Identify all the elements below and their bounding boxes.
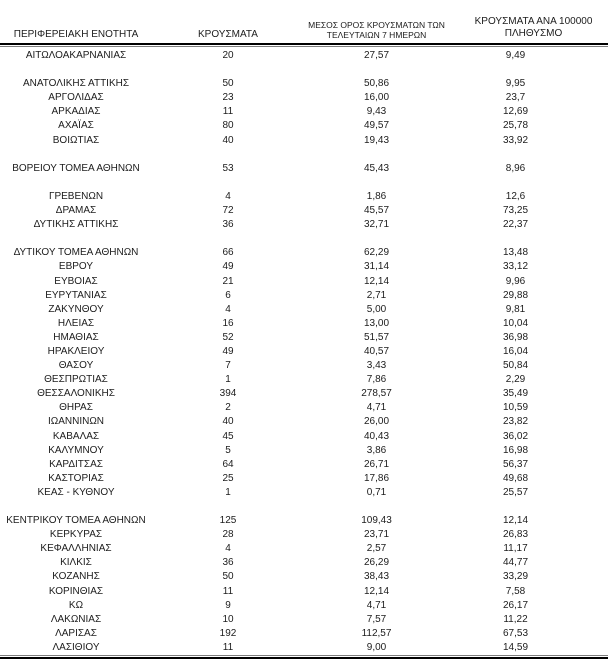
avg-7day-cell: 12,14 [363,585,390,597]
regional-unit-cell: ΙΩΑΝΝΙΝΩΝ [47,416,105,428]
regional-unit-cell: ΑΧΑΪΑΣ [58,120,94,132]
per-100000-cell: 12,69 [502,106,529,118]
cases-cell: 52 [222,331,234,343]
regional-unit-cell: ΘΗΡΑΣ [59,402,93,414]
column-header-7day-average [304,20,449,43]
cases-cell: 50 [222,78,234,90]
table-row [0,260,608,274]
regional-unit-cell: ΑΙΤΩΛΟΑΚΑΡΝΑΝΙΑΣ [25,50,127,61]
table-row [0,105,608,119]
regional-unit-cell: ΔΥΤΙΚΟΥ ΤΟΜΕΑ ΑΘΗΝΩΝ [13,247,139,259]
cases-cell: 80 [222,120,234,132]
per-100000-cell: 11,22 [503,613,528,625]
cases-cell: 10 [222,613,234,625]
regional-unit-cell: ΗΜΑΘΙΑΣ [53,331,99,343]
cases-cell: 4 [225,303,231,315]
column-header-label: ΚΡΟΥΣΜΑΤΑ [198,28,258,40]
regional-unit-cell: ΑΝΑΤΟΛΙΚΗΣ ΑΤΤΙΚΗΣ [22,78,130,90]
per-100000-cell: 2,29 [505,374,526,386]
column-header-cases-per-100000 [454,16,608,43]
column-header-label-line2: ΠΛΗΘΥΣΜΟ [504,28,563,39]
cases-cell: 40 [222,134,234,146]
per-100000-cell: 49,68 [502,472,529,484]
avg-7day-cell: 26,00 [363,416,390,428]
cases-cell: 1 [225,374,231,386]
row-group [0,190,608,232]
avg-7day-cell: 0,71 [366,486,387,498]
cases-cell: 45 [222,430,234,442]
table-row [0,289,608,303]
regional-unit-cell: ΚΙΛΚΙΣ [60,557,92,569]
avg-7day-cell: 16,00 [363,92,390,104]
cases-cell: 4 [225,190,231,202]
per-100000-cell: 11,17 [503,543,528,555]
regional-unit-cell: ΚΑΒΑΛΑΣ [52,430,100,442]
regional-unit-cell: ΛΑΚΩΝΙΑΣ [50,613,102,625]
regional-unit-cell: ΑΡΚΑΔΙΑΣ [51,106,101,118]
table-row [0,303,608,317]
per-100000-cell: 14,59 [502,641,529,653]
per-100000-cell: 16,98 [502,444,529,456]
cases-cell: 6 [225,289,231,301]
regional-unit-cell: ΚΕΡΚΥΡΑΣ [49,529,103,541]
cases-cell: 50 [222,571,234,583]
table-row [0,458,608,472]
avg-7day-cell: 2,57 [366,543,387,555]
cases-cell: 1 [225,486,231,498]
table-row [0,275,608,289]
avg-7day-cell: 4,71 [366,599,387,611]
regional-unit-cell: ΛΑΡΙΣΑΣ [55,627,97,639]
cases-cell: 66 [222,247,234,259]
avg-7day-cell: 49,57 [363,120,390,132]
table-row [0,415,608,429]
row-group [0,514,608,655]
table-bottom-rule [0,655,608,659]
per-100000-cell: 33,12 [502,261,529,273]
avg-7day-cell: 51,57 [363,331,390,343]
cases-cell: 23 [222,92,234,104]
table-row [0,486,608,500]
table-row [0,430,608,444]
per-100000-cell: 44,77 [502,557,529,569]
table-row [0,77,608,91]
avg-7day-cell: 5,00 [366,303,387,315]
regional-unit-cell: ΚΑΣΤΟΡΙΑΣ [48,472,104,484]
cases-cell: 7 [225,360,231,372]
per-100000-cell: 56,37 [502,458,529,470]
row-group [0,77,608,147]
column-header-regional-unit [0,29,152,44]
cases-cell: 53 [222,162,234,174]
cases-cell: 5 [225,444,231,456]
cases-cell: 192 [219,627,237,639]
regional-unit-cell: ΗΡΑΚΛΕΙΟΥ [47,345,105,357]
regional-unit-cell: ΗΛΕΙΑΣ [57,317,95,329]
per-100000-cell: 8,96 [505,162,526,174]
avg-7day-cell: 26,71 [363,458,390,470]
regional-unit-cell: ΒΟΙΩΤΙΑΣ [52,134,100,146]
per-100000-cell: 35,49 [502,388,529,400]
per-100000-cell: 26,83 [502,529,529,541]
avg-7day-cell: 32,71 [363,219,390,231]
cases-cell: 11 [222,641,234,653]
avg-7day-cell: 40,57 [363,345,390,357]
avg-7day-cell: 9,43 [366,106,387,118]
avg-7day-cell: 31,14 [363,261,390,273]
table-row [0,556,608,570]
regional-unit-cell: ΔΥΤΙΚΗΣ ΑΤΤΙΚΗΣ [33,219,119,231]
per-100000-cell: 10,04 [502,317,529,329]
per-100000-cell: 13,48 [502,247,529,259]
avg-7day-cell: 2,71 [366,289,387,301]
avg-7day-cell: 45,57 [363,205,390,217]
regional-unit-cell: ΕΒΡΟΥ [58,261,94,273]
per-100000-cell: 36,02 [502,430,529,442]
cases-cell: 25 [222,472,234,484]
cases-cell: 36 [222,219,234,231]
column-header-label-line2: ΤΕΛΕΥΤΑΙΩΝ 7 ΗΜΕΡΩΝ [326,30,427,40]
table-row [0,613,608,627]
per-100000-cell: 67,53 [502,627,529,639]
cases-cell: 4 [225,543,231,555]
per-100000-cell: 26,17 [502,599,529,611]
avg-7day-cell: 27,57 [363,50,390,61]
regional-unit-cell: ΚΑΡΔΙΤΣΑΣ [49,458,103,470]
per-100000-cell: 23,7 [505,92,526,104]
avg-7day-cell: 109,43 [361,515,392,527]
per-100000-cell: 23,82 [502,416,529,428]
cases-cell: 49 [222,261,234,273]
cases-cell: 49 [222,345,234,357]
avg-7day-cell: 3,86 [366,444,387,456]
table-row [0,246,608,260]
avg-7day-cell: 7,57 [366,613,387,625]
table-row [0,204,608,218]
row-group [0,246,608,500]
table-row [0,218,608,232]
cases-cell: 72 [222,205,234,217]
per-100000-cell: 22,37 [502,219,529,231]
table-row [0,162,608,176]
avg-7day-cell: 50,86 [363,78,390,90]
avg-7day-cell: 7,86 [366,374,387,386]
avg-7day-cell: 112,57 [361,627,392,639]
table-row [0,91,608,105]
regional-unit-cell: ΚΕΦΑΛΛΗΝΙΑΣ [40,543,112,555]
per-100000-cell: 25,57 [502,486,529,498]
avg-7day-cell: 1,86 [366,190,387,202]
per-100000-cell: 10,59 [502,402,529,414]
per-100000-cell: 73,25 [502,205,529,217]
cases-cell: 40 [222,416,234,428]
avg-7day-cell: 17,86 [363,472,390,484]
cases-cell: 20 [222,50,234,61]
avg-7day-cell: 23,71 [363,529,390,541]
avg-7day-cell: 19,43 [363,134,390,146]
per-100000-cell: 9,49 [505,50,526,61]
regional-unit-cell: ΘΕΣΠΡΩΤΙΑΣ [44,374,108,386]
table-row [0,331,608,345]
table-row [0,585,608,599]
cases-cell: 21 [222,275,234,287]
per-100000-cell: 9,81 [505,303,526,315]
regional-unit-cell: ΘΕΣΣΑΛΟΝΙΚΗΣ [37,388,115,400]
cases-cell: 16 [222,317,234,329]
regional-unit-cell: ΛΑΣΙΘΙΟΥ [52,641,100,653]
avg-7day-cell: 278,57 [361,388,392,400]
column-header-label: ΠΕΡΙΦΕΡΕΙΑΚΗ ΕΝΟΤΗΤΑ [13,28,139,40]
column-header-label-line1: ΚΡΟΥΣΜΑΤΑ ΑΝΑ 100000 [474,16,593,27]
avg-7day-cell: 62,29 [363,247,390,259]
cases-cell: 11 [222,585,234,597]
table-row [0,387,608,401]
column-header-cases [152,29,304,44]
table-row [0,599,608,613]
per-100000-cell: 33,92 [502,134,529,146]
table-row [0,401,608,415]
regional-unit-cell: ΚΕΑΣ - ΚΥΘΝΟΥ [37,486,115,498]
per-100000-cell: 7,58 [505,585,526,597]
per-100000-cell: 9,95 [505,78,526,90]
table-row [0,641,608,655]
avg-7day-cell: 38,43 [363,571,390,583]
regional-unit-cell: ΚΑΛΥΜΝΟΥ [48,444,104,456]
regional-unit-cell: ΕΥΡΥΤΑΝΙΑΣ [45,289,107,301]
regional-unit-cell: ΚΩ [68,599,84,611]
table-row [0,627,608,641]
row-group [0,49,608,63]
avg-7day-cell: 12,14 [363,275,390,287]
cases-cell: 11 [222,106,234,118]
per-100000-cell: 9,96 [505,275,526,287]
regional-unit-cell: ΓΡΕΒΕΝΩΝ [48,190,104,202]
table-row [0,570,608,584]
column-header-label-line1: ΜΕΣΟΣ ΟΡΟΣ ΚΡΟΥΣΜΑΤΩΝ ΤΩΝ [308,20,445,30]
avg-7day-cell: 45,43 [363,162,390,174]
per-100000-cell: 36,98 [502,331,529,343]
bottom-rule-thick-line [0,657,608,659]
regional-unit-cell: ΚΟΖΑΝΗΣ [52,571,100,583]
per-100000-cell: 12,14 [502,515,529,527]
regional-unit-cell: ΖΑΚΥΝΘΟΥ [48,303,104,315]
table-row [0,119,608,133]
row-group [0,162,608,176]
table-row [0,514,608,528]
table-row [0,190,608,204]
cases-cell: 9 [225,599,231,611]
table-row [0,444,608,458]
per-100000-cell: 33,29 [502,571,529,583]
avg-7day-cell: 40,43 [363,430,390,442]
avg-7day-cell: 3,43 [366,360,387,372]
regional-unit-cell: ΔΡΑΜΑΣ [55,205,97,217]
table-row [0,528,608,542]
table-row [0,345,608,359]
per-100000-cell: 12,6 [505,190,526,202]
table-body [0,47,608,655]
regional-unit-cell: ΚΕΝΤΡΙΚΟΥ ΤΟΜΕΑ ΑΘΗΝΩΝ [6,515,146,527]
avg-7day-cell: 9,00 [366,641,387,653]
table-header-row [0,0,608,43]
regional-unit-cell: ΕΥΒΟΙΑΣ [54,275,98,287]
avg-7day-cell: 13,00 [363,317,390,329]
cases-cell: 125 [219,515,237,527]
table-row [0,317,608,331]
regional-unit-cell: ΒΟΡΕΙΟΥ ΤΟΜΕΑ ΑΘΗΝΩΝ [12,162,140,174]
cases-cell: 2 [225,402,231,414]
cases-cell: 394 [219,388,237,400]
regional-unit-cell: ΚΟΡΙΝΘΙΑΣ [48,585,104,597]
regional-unit-cell: ΑΡΓΟΛΙΔΑΣ [48,92,104,104]
per-100000-cell: 29,88 [502,289,529,301]
table-row [0,134,608,148]
avg-7day-cell: 4,71 [366,402,387,414]
table-row [0,542,608,556]
table-row [0,472,608,486]
regional-unit-cell: ΘΑΣΟΥ [58,360,94,372]
per-100000-cell: 25,78 [502,120,529,132]
table-row [0,49,608,63]
cases-cell: 36 [222,557,234,569]
cases-cell: 28 [222,529,234,541]
table-row [0,359,608,373]
cases-cell: 64 [222,458,234,470]
table-row [0,373,608,387]
per-100000-cell: 16,04 [502,345,529,357]
per-100000-cell: 50,84 [502,360,529,372]
avg-7day-cell: 26,29 [363,557,390,569]
